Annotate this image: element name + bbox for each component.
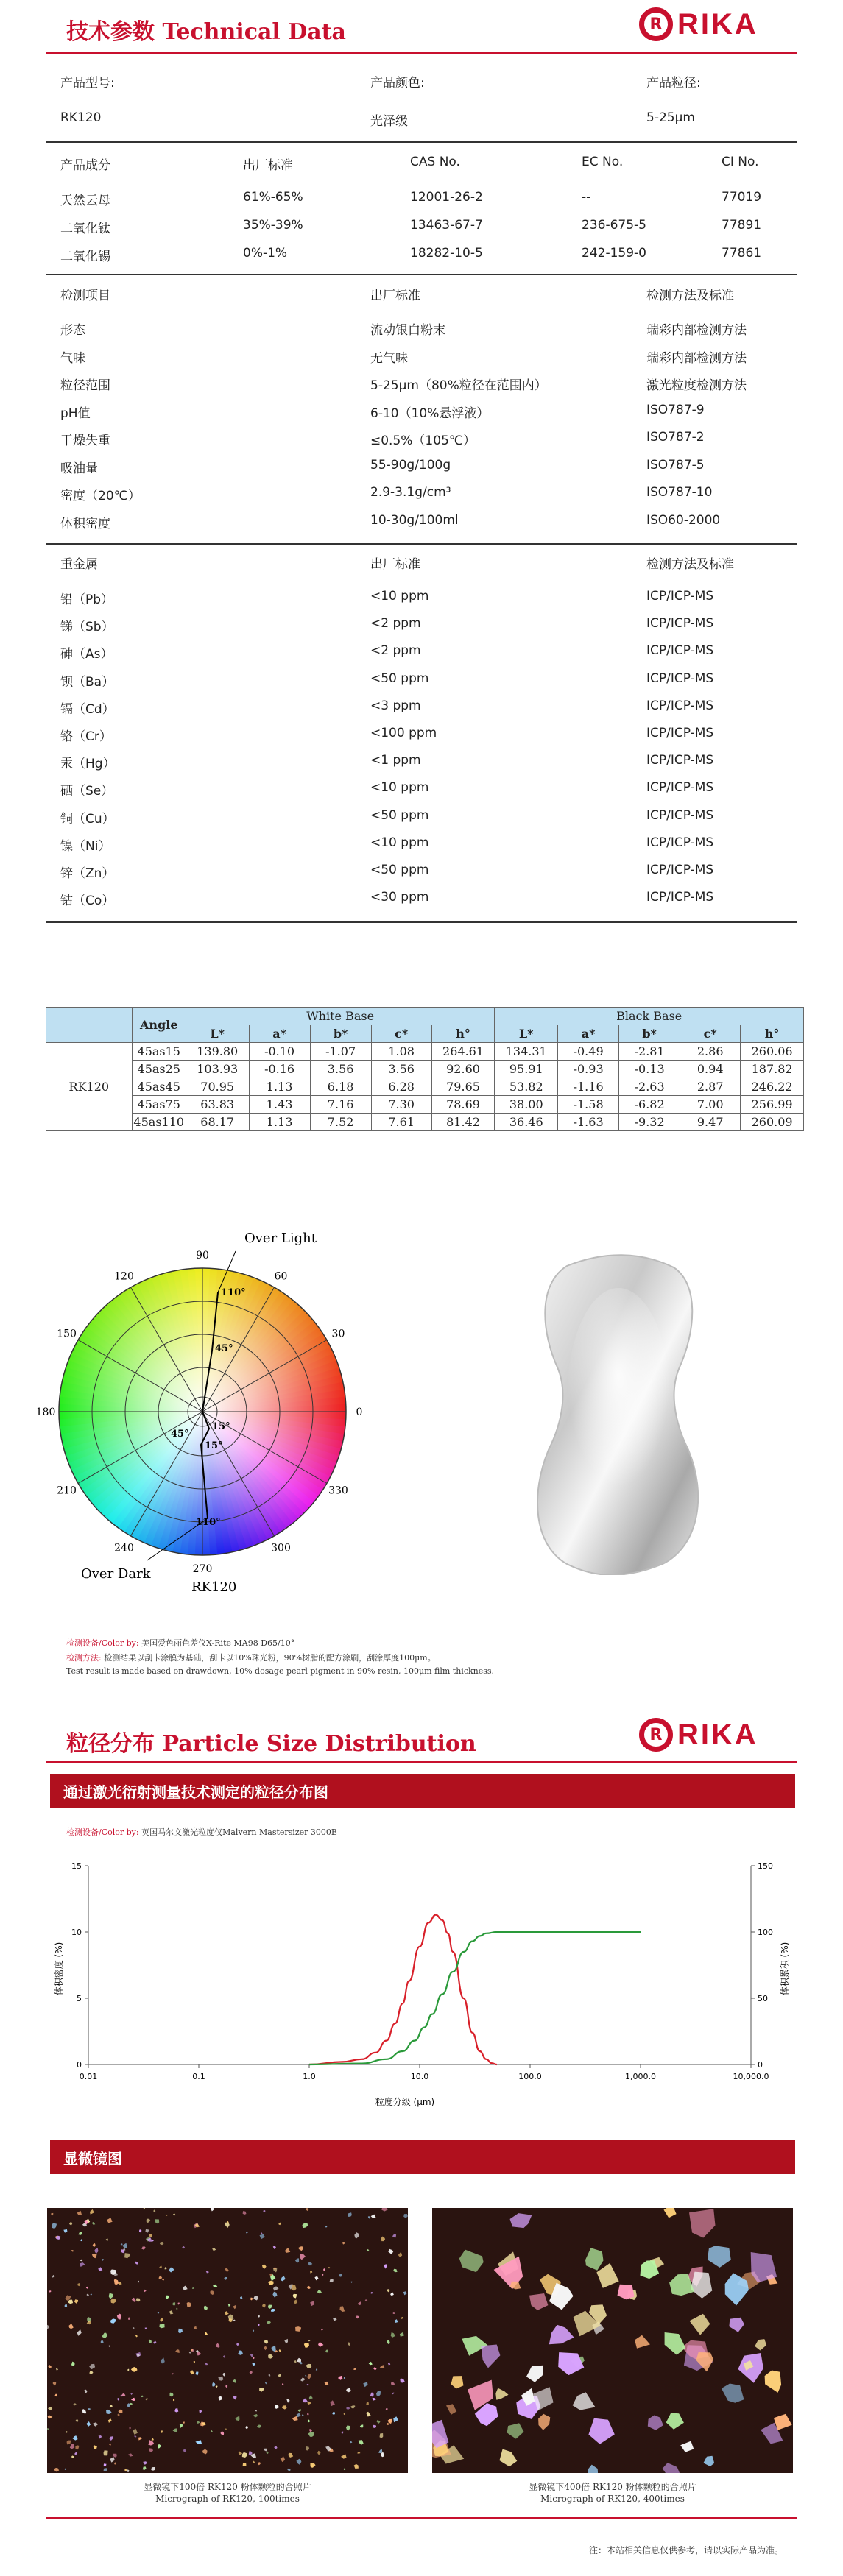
white-value-cell: 92.60 <box>431 1061 495 1078</box>
value-model: RK120 <box>60 110 102 125</box>
x-tick-label: 1,000.0 <box>625 2072 656 2081</box>
sample-panel-highlight <box>567 1288 670 1509</box>
white-value-cell: 1.43 <box>249 1096 310 1114</box>
comp-header-3: EC No. <box>582 155 624 169</box>
black-value-cell: 260.06 <box>741 1043 804 1061</box>
test-cell: 10-30g/100ml <box>370 512 459 528</box>
composition-cell: 35%-39% <box>243 218 303 233</box>
x-tick-label: 0.1 <box>192 2072 205 2081</box>
metal-cell: 镍（Ni） <box>60 838 111 854</box>
angle-label: 300 <box>271 1542 291 1554</box>
white-value-cell: 6.18 <box>310 1078 371 1096</box>
composition-cell: 242-159-0 <box>582 246 646 261</box>
comp-header-1: 出厂标准 <box>243 158 293 173</box>
particle-flake <box>104 2450 108 2455</box>
label-size: 产品粒径: <box>646 76 701 91</box>
black-value-cell: 95.91 <box>495 1061 558 1078</box>
x-tick-label: 1.0 <box>303 2072 316 2081</box>
over-light-label: Over Light <box>244 1231 317 1246</box>
rule <box>46 921 797 923</box>
angle-cell: 45as45 <box>132 1078 186 1096</box>
white-col-header: h° <box>431 1025 495 1043</box>
test-cell: ISO787-10 <box>646 485 713 500</box>
test-cell: 55-90g/100g <box>370 457 451 473</box>
y-tick-label: 0 <box>77 2060 82 2070</box>
black-value-cell: 2.87 <box>680 1078 741 1096</box>
test-header-0: 检测项目 <box>60 289 110 303</box>
rule <box>46 543 797 545</box>
black-value-cell: 9.47 <box>680 1114 741 1131</box>
composition-cell: 77019 <box>722 190 762 205</box>
black-value-cell: -0.49 <box>558 1043 619 1061</box>
sample-panel-image <box>523 1251 714 1575</box>
composition-cell: 0%-1% <box>243 246 288 261</box>
black-value-cell: -2.81 <box>619 1043 680 1061</box>
brand-name: RIKA <box>677 7 758 40</box>
test-cell: 无气味 <box>370 350 408 366</box>
white-value-cell: 7.52 <box>310 1114 371 1131</box>
black-value-cell: -1.63 <box>558 1114 619 1131</box>
angle-cell: 45as75 <box>132 1096 186 1114</box>
measure-label: 45° <box>215 1343 233 1354</box>
angle-label: 120 <box>114 1270 134 1283</box>
metal-cell: ICP/ICP-MS <box>646 890 714 905</box>
y-tick-label: 10 <box>71 1928 82 1937</box>
black-value-cell: 246.22 <box>741 1078 804 1096</box>
test-cell: 2.9-3.1g/cm³ <box>370 485 451 500</box>
table-row <box>46 1114 804 1131</box>
x-tick-label: 0.01 <box>79 2072 98 2081</box>
metal-cell: ICP/ICP-MS <box>646 835 714 850</box>
angle-label: 330 <box>328 1485 348 1497</box>
micrograph-400x <box>432 2208 793 2473</box>
brand-name: RIKA <box>677 1718 758 1751</box>
metal-cell: ICP/ICP-MS <box>646 616 714 631</box>
white-base-header: White Base <box>186 1008 495 1025</box>
angle-cell: 45as25 <box>132 1061 186 1078</box>
white-value-cell: 1.08 <box>371 1043 431 1061</box>
y-tick-label: 15 <box>71 1861 82 1871</box>
table-row <box>46 1061 804 1078</box>
footer-note: 注：本站相关信息仅供参考，请以实际产品为准。 <box>589 2545 784 2555</box>
test-cell: 气味 <box>60 350 85 366</box>
test-cell: ISO60-2000 <box>646 512 721 528</box>
angle-label: 60 <box>274 1270 288 1283</box>
metal-header-1: 出厂标准 <box>370 557 420 572</box>
white-value-cell: 3.56 <box>371 1061 431 1078</box>
test-cell: ISO787-2 <box>646 430 705 445</box>
white-value-cell: 78.69 <box>431 1096 495 1114</box>
metal-cell: 锑（Sb） <box>60 620 114 635</box>
white-value-cell: 68.17 <box>186 1114 249 1131</box>
x-tick-label: 10,000.0 <box>733 2072 769 2081</box>
metal-cell: ICP/ICP-MS <box>646 698 714 713</box>
chart-axes <box>71 1861 773 2081</box>
rika-logo <box>639 7 758 41</box>
test-cell: 激光粒度检测方法 <box>646 378 747 393</box>
angle-label: 270 <box>192 1563 213 1575</box>
black-value-cell: -2.63 <box>619 1078 680 1096</box>
particle-title: 粒径分布 Particle Size Distribution <box>66 1731 476 1757</box>
white-value-cell: 7.61 <box>371 1114 431 1131</box>
comp-header-0: 产品成分 <box>60 158 110 173</box>
test-cell: 形态 <box>60 323 85 338</box>
angle-cell: 45as15 <box>132 1043 186 1061</box>
black-col-header: h° <box>741 1025 804 1043</box>
black-value-cell: 38.00 <box>495 1096 558 1114</box>
test-cell: ISO787-5 <box>646 457 705 473</box>
right-caption-en: Micrograph of RK120, 400times <box>540 2494 685 2504</box>
y-axis-label: 体积密度 (%) <box>54 1942 64 1996</box>
composition-cell: -- <box>582 190 591 205</box>
microscope-banner: 显微镜图 <box>50 2140 795 2174</box>
metal-header-2: 检测方法及标准 <box>646 557 734 572</box>
y2-axis-label: 体积累积 (%) <box>780 1942 790 1996</box>
test-header-1: 出厂标准 <box>370 289 420 303</box>
metal-cell: <50 ppm <box>370 863 429 877</box>
white-col-header: c* <box>371 1025 431 1043</box>
white-value-cell: 79.65 <box>431 1078 495 1096</box>
x-tick-label: 100.0 <box>518 2072 542 2081</box>
test-cell: 瑞彩内部检测方法 <box>646 350 747 366</box>
angle-label: 0 <box>356 1406 363 1418</box>
angle-label: 210 <box>57 1485 77 1497</box>
black-value-cell: 260.09 <box>741 1114 804 1131</box>
black-value-cell: -1.16 <box>558 1078 619 1096</box>
metal-cell: 钴（Co） <box>60 894 115 909</box>
metal-header-0: 重金属 <box>60 557 98 572</box>
black-value-cell: 134.31 <box>495 1043 558 1061</box>
color-method-label: 检测方法: <box>66 1653 102 1663</box>
white-value-cell: 70.95 <box>186 1078 249 1096</box>
white-value-cell: 1.13 <box>249 1114 310 1131</box>
metal-cell: 锌（Zn） <box>60 866 115 881</box>
white-value-cell: 264.61 <box>431 1043 495 1061</box>
angle-cell: 45as110 <box>132 1114 186 1131</box>
micrograph-background <box>47 2208 408 2473</box>
test-header-2: 检测方法及标准 <box>646 289 734 303</box>
right-caption: 显微镜下400倍 RK120 粉体颗粒的合照片 <box>529 2482 696 2492</box>
metal-cell: ICP/ICP-MS <box>646 807 714 823</box>
label-color: 产品颜色: <box>370 76 425 91</box>
metal-cell: <30 ppm <box>370 890 429 905</box>
measure-label: 110° <box>221 1287 246 1298</box>
measure-label: 15° <box>205 1440 223 1451</box>
metal-cell: ICP/ICP-MS <box>646 670 714 686</box>
metal-cell: <50 ppm <box>370 807 429 823</box>
metal-cell: 铅（Pb） <box>60 592 114 607</box>
test-cell: 6-10（10%悬浮液） <box>370 406 490 421</box>
metal-cell: <100 ppm <box>370 726 437 740</box>
composition-cell: 12001-26-2 <box>410 190 483 205</box>
metal-cell: ICP/ICP-MS <box>646 643 714 659</box>
label-model: 产品型号: <box>60 76 115 91</box>
test-cell: 5-25μm（80%粒径在范围内） <box>370 378 547 393</box>
metal-cell: <2 ppm <box>370 643 421 659</box>
corner-cell <box>46 1008 133 1043</box>
composition-cell: 天然云母 <box>60 194 110 208</box>
metal-cell: <10 ppm <box>370 835 429 850</box>
y2-tick-label: 0 <box>758 2060 763 2070</box>
metal-cell: ICP/ICP-MS <box>646 863 714 877</box>
metal-cell: 砷（As） <box>60 647 113 662</box>
black-col-header: L* <box>495 1025 558 1043</box>
white-value-cell: 63.83 <box>186 1096 249 1114</box>
metal-cell: ICP/ICP-MS <box>646 589 714 604</box>
comp-header-4: CI No. <box>722 155 759 169</box>
metal-cell: <10 ppm <box>370 589 429 604</box>
over-dark-label: Over Dark <box>81 1566 151 1582</box>
angle-label: 180 <box>35 1406 56 1418</box>
metal-cell: 镉（Cd） <box>60 701 115 717</box>
composition-cell: 13463-67-7 <box>410 218 483 233</box>
composition-cell: 二氧化钛 <box>60 222 110 236</box>
metal-cell: ICP/ICP-MS <box>646 780 714 796</box>
black-value-cell: 53.82 <box>495 1078 558 1096</box>
composition-cell: 二氧化锡 <box>60 250 110 264</box>
composition-cell: 18282-10-5 <box>410 246 483 261</box>
angle-label: 90 <box>196 1250 209 1262</box>
wheel-product-label: RK120 <box>191 1579 237 1595</box>
table-row <box>46 1078 804 1096</box>
chart-series <box>309 1915 641 2065</box>
composition-cell: 77891 <box>722 218 762 233</box>
white-value-cell: 7.30 <box>371 1096 431 1114</box>
test-cell: 干燥失重 <box>60 434 110 448</box>
left-caption-en: Micrograph of RK120, 100times <box>155 2494 300 2504</box>
white-value-cell: 1.13 <box>249 1078 310 1096</box>
metal-cell: <2 ppm <box>370 616 421 631</box>
metal-cell: 铬（Cr） <box>60 729 112 744</box>
footer-rule <box>46 2517 797 2519</box>
particle-device-text: 英国马尔文激光粒度仪Malvern Mastersizer 3000E <box>141 1827 337 1837</box>
white-col-header: a* <box>249 1025 310 1043</box>
white-col-header: L* <box>186 1025 249 1043</box>
test-cell: 流动银白粉末 <box>370 323 445 338</box>
white-value-cell: 103.93 <box>186 1061 249 1078</box>
test-cell: ISO787-9 <box>646 402 705 417</box>
y2-tick-label: 50 <box>758 1994 768 2003</box>
black-value-cell: -6.82 <box>619 1096 680 1114</box>
black-value-cell: 256.99 <box>741 1096 804 1114</box>
white-value-cell: 3.56 <box>310 1061 371 1078</box>
color-method-text: 检测结果以刮卡涂膜为基础，刮卡以10%珠光粉，90%树脂的配方涂刷，刮涂厚度100μm。 <box>104 1653 436 1663</box>
table-row <box>46 1096 804 1114</box>
color-device-text: 美国爱色丽色差仪X-Rite MA98 D65/10° <box>141 1638 295 1648</box>
color-device-label: 检测设备/Color by: <box>66 1638 139 1648</box>
black-value-cell: -1.58 <box>558 1096 619 1114</box>
header-rule <box>46 1761 797 1763</box>
value-size: 5-25μm <box>646 110 695 125</box>
y2-tick-label: 150 <box>758 1861 773 1871</box>
angle-header: Angle <box>132 1008 186 1043</box>
particle-banner: 通过激光衍射测量技术测定的粒径分布图 <box>50 1774 795 1808</box>
white-value-cell: 81.42 <box>431 1114 495 1131</box>
series-line-1 <box>309 1932 641 2064</box>
test-cell: 密度（20℃） <box>60 489 141 503</box>
metal-cell: <50 ppm <box>370 670 429 686</box>
value-color: 光泽级 <box>370 114 408 129</box>
metal-cell: ICP/ICP-MS <box>646 753 714 768</box>
metal-cell: ICP/ICP-MS <box>646 726 714 740</box>
x-tick-label: 10.0 <box>410 2072 429 2081</box>
metal-cell: <3 ppm <box>370 698 421 713</box>
black-value-cell: -0.13 <box>619 1061 680 1078</box>
measure-label: 45° <box>171 1429 189 1440</box>
test-cell: 体积密度 <box>60 516 110 531</box>
test-cell: pH值 <box>60 406 91 421</box>
white-col-header: b* <box>310 1025 371 1043</box>
white-value-cell: 7.16 <box>310 1096 371 1114</box>
comp-header-2: CAS No. <box>410 155 460 169</box>
x-axis-label: 粒度分级 (μm) <box>375 2097 435 2107</box>
rule <box>46 141 797 143</box>
black-value-cell: -0.93 <box>558 1061 619 1078</box>
metal-cell: <1 ppm <box>370 753 421 768</box>
rika-logo-icon: R <box>639 1718 673 1752</box>
test-cell: 瑞彩内部检测方法 <box>646 323 747 338</box>
particle-device-label: 检测设备/Color by: <box>66 1827 139 1837</box>
color-data-table <box>46 1007 804 1131</box>
product-cell: RK120 <box>46 1043 133 1131</box>
metal-cell: 硒（Se） <box>60 784 114 799</box>
black-value-cell: 2.86 <box>680 1043 741 1061</box>
rika-logo-icon: R <box>639 7 673 41</box>
color-device-note <box>66 1637 294 1649</box>
particle-size-chart <box>44 1851 803 2109</box>
metal-cell: 汞（Hg） <box>60 757 116 772</box>
black-base-header: Black Base <box>495 1008 804 1025</box>
measure-label: 15° <box>212 1421 230 1432</box>
metal-cell: 钡（Ba） <box>60 674 115 690</box>
y-tick-label: 5 <box>77 1994 82 2003</box>
black-col-header: a* <box>558 1025 619 1043</box>
left-caption: 显微镜下100倍 RK120 粉体颗粒的合照片 <box>144 2482 311 2492</box>
black-value-cell: 7.00 <box>680 1096 741 1114</box>
table-row <box>46 1043 804 1061</box>
black-col-header: c* <box>680 1025 741 1043</box>
test-cell: 吸油量 <box>60 461 98 476</box>
composition-cell: 236-675-5 <box>582 218 646 233</box>
white-value-cell: -0.16 <box>249 1061 310 1078</box>
composition-cell: 61%-65% <box>243 190 303 205</box>
color-wheel-figure <box>15 1207 398 1619</box>
color-method-english: Test result is made based on drawdown, 10% dosage pearl pigment in 90% resin, 100μm film thickness. <box>66 1666 495 1676</box>
composition-cell: 77861 <box>722 246 762 261</box>
page-title: 技术参数 Technical Data <box>66 19 346 45</box>
rule <box>46 274 797 275</box>
black-col-header: b* <box>619 1025 680 1043</box>
color-method-note <box>66 1652 436 1663</box>
black-value-cell: 0.94 <box>680 1061 741 1078</box>
test-cell: ≤0.5%（105℃） <box>370 434 476 448</box>
white-value-cell: 6.28 <box>371 1078 431 1096</box>
particle-device-note <box>66 1826 337 1838</box>
series-line-0 <box>309 1915 497 2064</box>
angle-label: 240 <box>114 1542 134 1554</box>
black-value-cell: 187.82 <box>741 1061 804 1078</box>
micrograph-100x <box>47 2208 408 2473</box>
white-value-cell: -1.07 <box>310 1043 371 1061</box>
white-value-cell: 139.80 <box>186 1043 249 1061</box>
white-value-cell: -0.10 <box>249 1043 310 1061</box>
y2-tick-label: 100 <box>758 1928 773 1937</box>
metal-cell: 铜（Cu） <box>60 811 115 827</box>
angle-label: 30 <box>331 1328 345 1340</box>
test-cell: 粒径范围 <box>60 378 110 393</box>
metal-cell: <10 ppm <box>370 780 429 796</box>
measure-label: 110° <box>196 1517 221 1528</box>
black-value-cell: 36.46 <box>495 1114 558 1131</box>
angle-label: 150 <box>57 1328 77 1340</box>
black-value-cell: -9.32 <box>619 1114 680 1131</box>
header-rule <box>46 52 797 54</box>
rika-logo <box>639 1718 758 1752</box>
